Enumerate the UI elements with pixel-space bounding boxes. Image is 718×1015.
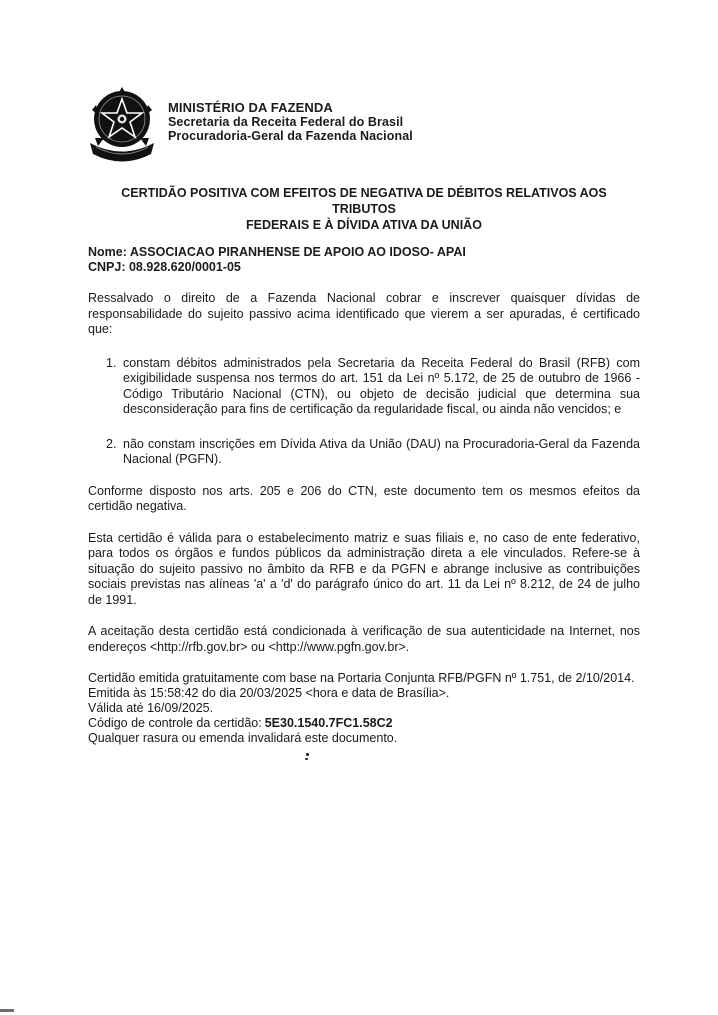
intro-paragraph: Ressalvado o direito de a Fazenda Nacional cobrar e inscrever quaisquer dívidas de responsabilidade do sujeito passivo acima identificado que vierem a ser apuradas, é certificado que: — [88, 291, 640, 336]
issuing-org-block — [168, 101, 413, 143]
list-item — [106, 437, 640, 468]
scan-artifact — [305, 758, 308, 760]
list-item-text: constam débitos administrados pela Secretaria da Receita Federal do Brasil (RFB) com exigibilidade suspensa nos termos do art. 151 da Lei nº 5.172, de 25 de outubro de 1966 - Código Tributário Nacional (CTN), ou objeto de decisão judicial que determina sua desconsideração para fins de certificação da regularidade fiscal, ou ainda não vencidos; e — [123, 355, 640, 416]
list-item-number: 1. — [106, 355, 117, 370]
certification-list — [88, 356, 640, 468]
authenticity-paragraph: A aceitação desta certidão está condicionada à verificação de sua autenticidade na Internet, nos endereços <http://rfb.gov.br> ou <http://www.pgfn.gov.br>. — [88, 624, 640, 654]
issuance-validity-line: Válida até 16/09/2025. — [88, 701, 214, 715]
subject-block — [88, 245, 640, 275]
subject-name: Nome: ASSOCIACAO PIRANHENSE DE APOIO AO IDOSO- APAI — [88, 245, 466, 259]
issuance-datetime-line: Emitida às 15:58:42 do dia 20/03/2025 <hora e data de Brasília>. — [88, 686, 450, 700]
control-code-value: 5E30.1540.7FC1.58C2 — [264, 716, 393, 730]
scan-artifact — [306, 753, 309, 756]
document-title-line-2: FEDERAIS E À DÍVIDA ATIVA DA UNIÃO — [246, 218, 482, 232]
conforme-paragraph: Conforme disposto nos arts. 205 e 206 do CTN, este documento tem os mesmos efeitos da certidão negativa. — [88, 483, 640, 513]
scan-artifact — [0, 1009, 14, 1012]
control-code-line — [88, 716, 640, 731]
issuance-portaria-line: Certidão emitida gratuitamente com base na Portaria Conjunta RFB/PGFN nº 1.751, de 2/10/2014. — [88, 671, 635, 685]
org-line-receita: Secretaria da Receita Federal do Brasil — [168, 115, 404, 129]
control-code-label: Código de controle da certidão: — [88, 716, 262, 730]
validity-scope-paragraph: Esta certidão é válida para o estabelecimento matriz e suas filiais e, no caso de ente federativo, para todos os órgãos e fundos públicos da administração direta a ele vinculados. Refere-se à situação do sujeito passivo no âmbito da RFB e da PGFN e abrange inclusive as contribuições sociais previstas nas alíneas 'a' a 'd' do parágrafo único do art. 11 da Lei nº 8.212, de 24 de julho de 1991. — [88, 530, 640, 607]
org-line-ministry: MINISTÉRIO DA FAZENDA — [168, 100, 333, 115]
list-item-number: 2. — [106, 436, 117, 451]
document-title — [88, 185, 640, 233]
subject-cnpj: CNPJ: 08.928.620/0001-05 — [88, 260, 241, 274]
document-title-line-1: CERTIDÃO POSITIVA COM EFEITOS DE NEGATIVA DE DÉBITOS RELATIVOS AOS TRIBUTOS — [121, 186, 607, 216]
org-line-procuradoria: Procuradoria-Geral da Fazenda Nacional — [168, 129, 413, 143]
issuance-block — [88, 671, 640, 746]
list-item — [106, 356, 640, 418]
list-item-text: não constam inscrições em Dívida Ativa da União (DAU) na Procuradoria-Geral da Fazenda Nacional (PGFN). — [123, 436, 640, 466]
document-header — [88, 86, 640, 168]
tamper-warning-line: Qualquer rasura ou emenda invalidará este documento. — [88, 731, 398, 745]
brazil-coat-of-arms-icon — [88, 86, 156, 168]
